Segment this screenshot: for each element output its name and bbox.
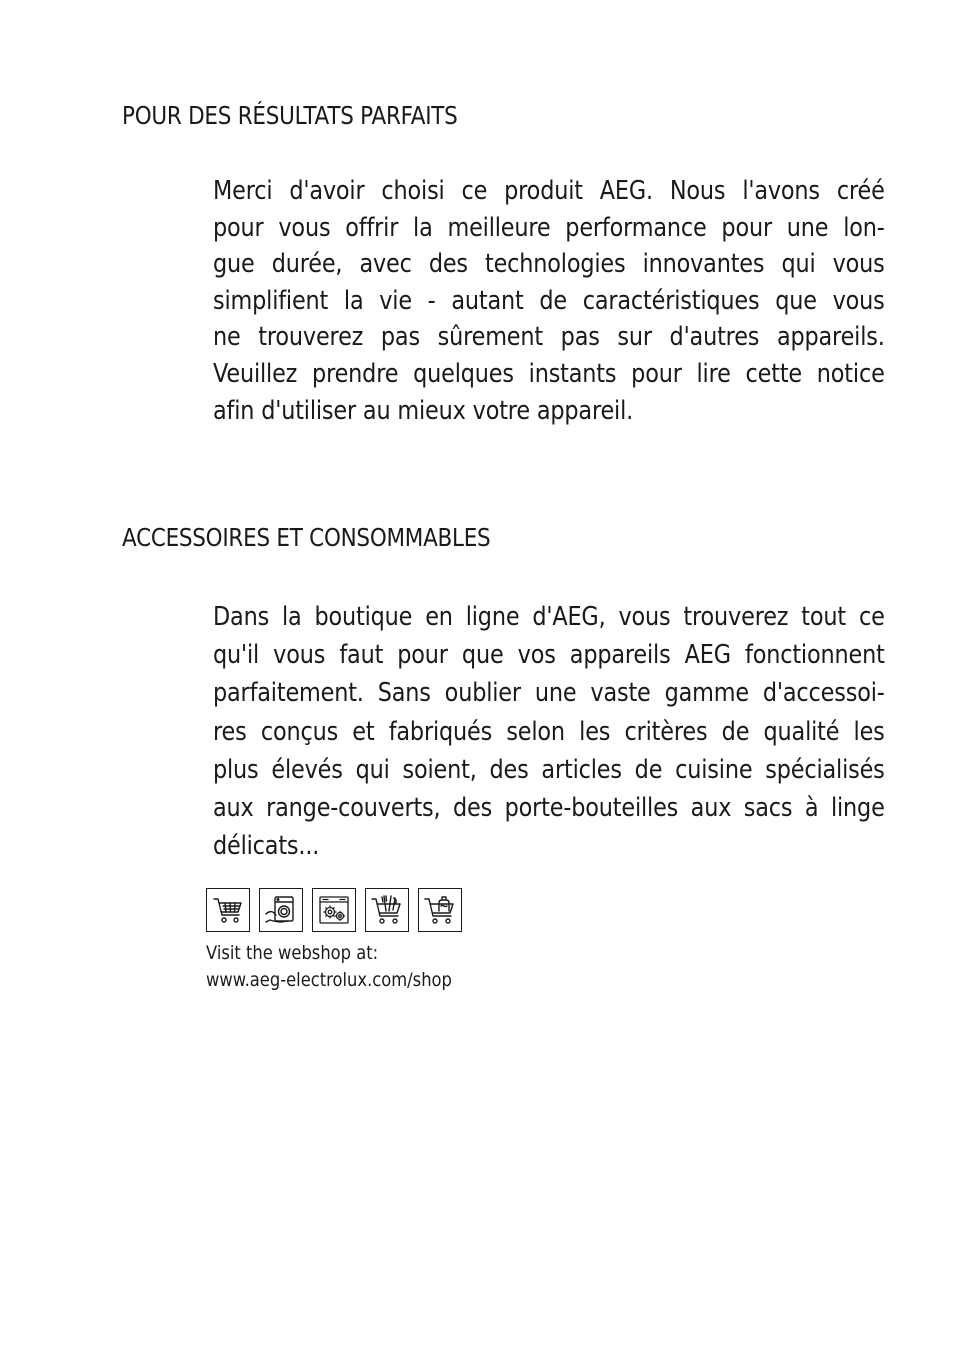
paragraph-line: qu'il vous faut pour que vos appareils AEG fonctionnent (213, 640, 885, 671)
accessories-paragraph (213, 598, 885, 865)
paragraph-line: délicats... (213, 831, 320, 862)
cart-detergent-icon (418, 888, 462, 932)
paragraph-line: parfaitement. Sans oublier une vaste gamme d'accessoi- (213, 678, 885, 709)
washing-machine-hand-icon (259, 888, 303, 932)
webshop-caption-text: Visit the webshop at: (206, 942, 379, 964)
paragraph-line: ne trouverez pas sûrement pas sur d'autres appareils. (213, 322, 885, 353)
cart-utensils-icon (365, 888, 409, 932)
paragraph-line: aux range-couverts, des porte-bouteilles aux sacs à linge (213, 792, 885, 823)
paragraph-line: simplifient la vie - autant de caractéristiques que vous (213, 285, 885, 316)
paragraph-line: afin d'utiliser au mieux votre appareil. (213, 395, 634, 426)
paragraph-line: res conçus et fabriqués selon les critères de qualité les (213, 716, 885, 747)
section-title-resultats: POUR DES RÉSULTATS PARFAITS (122, 101, 458, 130)
webshop-icons (206, 888, 462, 932)
appliance-gears-icon (312, 888, 356, 932)
intro-paragraph (213, 173, 885, 429)
webshop-caption (206, 940, 492, 994)
section-title-accessoires: ACCESSOIRES ET CONSOMMABLES (122, 523, 491, 552)
paragraph-line: Dans la boutique en ligne d'AEG, vous trouverez tout ce (213, 602, 885, 632)
paragraph-line: gue durée, avec des technologies innovantes qui vous (213, 249, 885, 280)
webshop-url[interactable]: www.aeg-electrolux.com/shop (206, 969, 452, 991)
shopping-cart-icon (206, 888, 250, 932)
paragraph-line: plus élevés qui soient, des articles de cuisine spécialisés (213, 754, 885, 785)
paragraph-line: Veuillez prendre quelques instants pour lire cette notice (213, 358, 885, 389)
paragraph-line: pour vous offrir la meilleure performance pour une lon- (213, 212, 885, 243)
paragraph-line: Merci d'avoir choisi ce produit AEG. Nous l'avons créé (213, 176, 885, 206)
